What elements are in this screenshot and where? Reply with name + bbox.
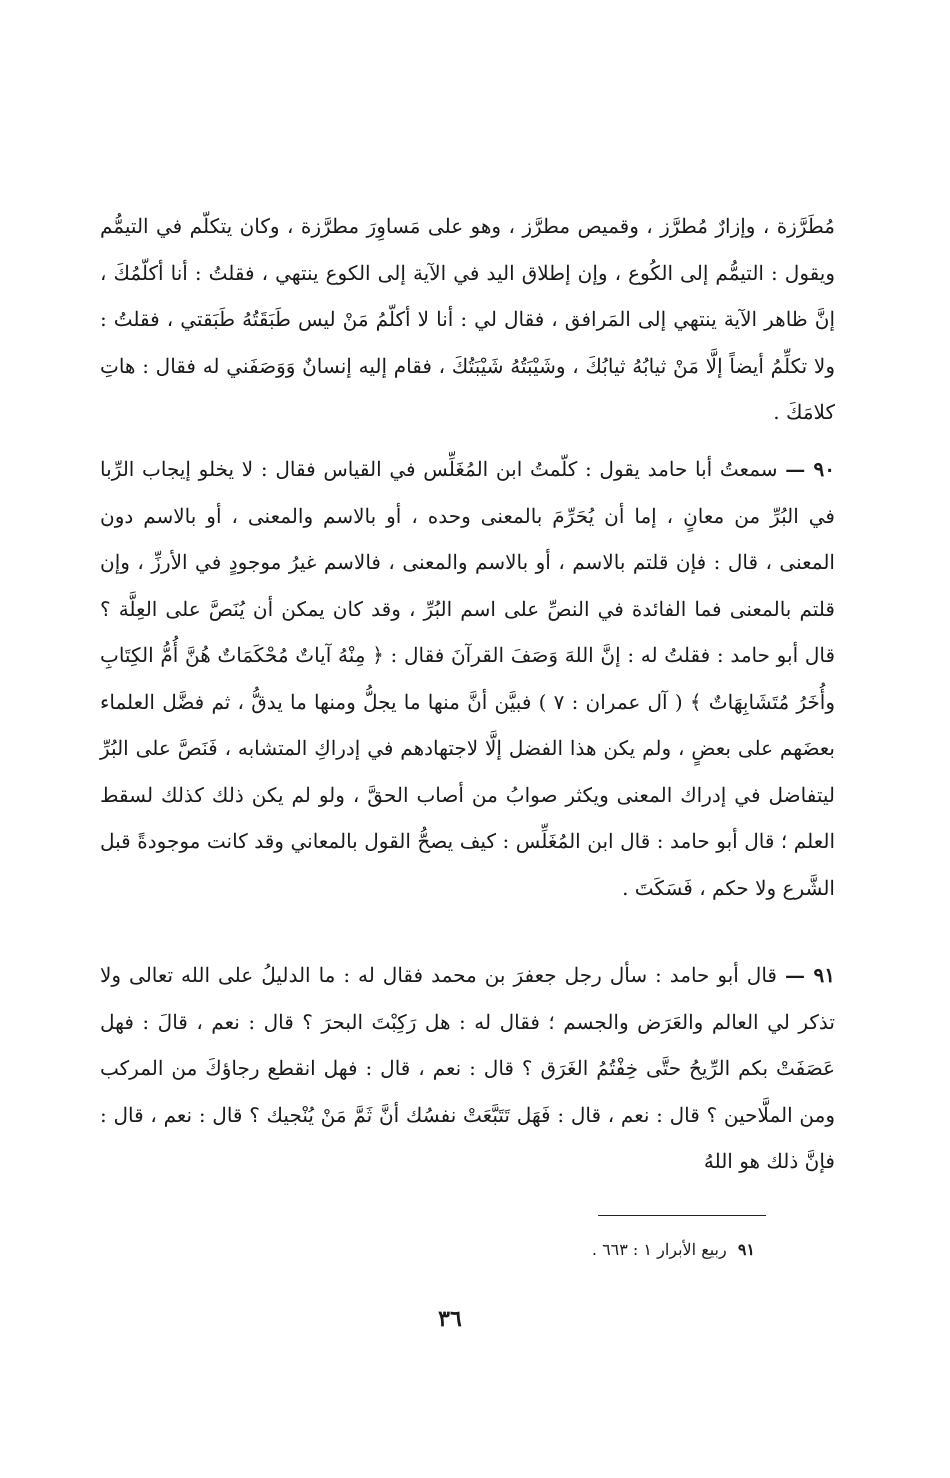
paragraph-number: ٩١ — <box>784 963 836 987</box>
page-number: ٣٦ <box>438 1306 462 1332</box>
paragraph-text: مُطَرَّزة ، وإزارٌ مُطرَّز ، وقميص مطرَّز ، وهو على مَساوِرَ مطرَّزة ، وكان يتكلّم في التيمُّم ويقول : التيمُّم إلى الكُوع ، وإن إطلاق اليد في الآية إلى الكوع ينتهي ، فقلتُ : أنا أكلّمُكَ ، إنَّ ظاهر الآية ينتهي إلى المَرافق ، فقال لي : أنا لا أكلّمُ مَنْ ليس طَبَقَتُهُ طَبَقتي ، فقلتُ : ولا تكلِّمُ أيضاً إلَّا مَنْ ثيابُهُ ثيابُكَ ، وشَيْبَتُهُ شَيْبَتُكَ ، فقام إليه إنسانٌ وَوَصَفَني له فقال : هاتِ كلامَكَ . <box>100 214 835 424</box>
paragraph-text: سمعتُ أبا حامد يقول : كلّمتُ ابن المُغَلِّس في القياس فقال : لا يخلو إيجاب الرِّبا في البُرِّ من معانٍ ، إما أن يُحَرِّمَ بالمعنى وحده ، أو بالاسم والمعنى ، أو بالاسم دون المعنى ، قال : فإن قلتم بالاسم ، أو بالاسم والمعنى ، فالاسم غيرُ موجودٍ في الأرزِّ ، وإن قلتم بالمعنى فما الفائدة في النصِّ على اسم البُرِّ ، وقد كان يمكن أن يُنَصَّ على العِلَّة ؟ قال أبو حامد : فقلتُ له : إنَّ اللهَ وَصَفَ القرآنَ فقال : ﴿ مِنْهُ آياتٌ مُحْكَمَاتٌ هُنَّ أُمُّ الكِتَابِ وأُخَرُ مُتَشَابِهَاتٌ ﴾ ( آل عمران : ٧ ) فبيَّن أنَّ منها ما يجلُّ ومنها ما يدقُّ ، ثم فضَّل العلماء بعضَهم على بعضٍ ، ولم يكن هذا الفضل إلَّا لاجتهادهم في إدراكِ المتشابه ، فَنَصَّ على البُرِّ ليتفاضل في إدراك المعنى ويكثر صوابُ من أصاب الحقَّ ، ولو لم يكن ذلك كذلك لسقط العلم ؛ قال أبو حامد : قال ابن المُغَلِّس : كيف يصحُّ القول بالمعاني وقد كانت موجودةً قبل الشَّرع ولا حكم ، فَسَكَتَ . <box>100 457 835 900</box>
footnote-number: ٩١ <box>737 1240 755 1259</box>
footnote-text: ربيع الأبرار ١ : ٦٦٣ . <box>591 1240 727 1259</box>
paragraph-number: ٩٠ — <box>785 457 836 481</box>
paragraph-90 <box>100 446 835 911</box>
paragraph-continuation <box>100 203 835 436</box>
paragraph-text: قال أبو حامد : سأل رجل جعفرَ بن محمد فقال له : ما الدليلُ على الله تعالى ولا تذكر لي العالم والعَرَض والجسم ؛ فقال له : هل رَكِبْتَ البحرَ ؟ قال : نعم ، قالَ : فهل عَصَفَتْ بكم الرِّيحُ حتَّى خِفْتُمُ الغَرَق ؟ قال : نعم ، قال : فهل انقطع رجاؤكَ من المركب ومن الملَّاحين ؟ قال : نعم ، قال : فَهَل تَتَبَّعَتْ نفسُك أنَّ ثَمَّ مَنْ يُنْجيك ؟ قال : نعم ، قال : فإنَّ ذلك هو اللهُ <box>100 963 836 1173</box>
paragraph-91 <box>100 952 835 1185</box>
footnote-divider <box>598 1215 766 1216</box>
footnote <box>500 1238 755 1262</box>
